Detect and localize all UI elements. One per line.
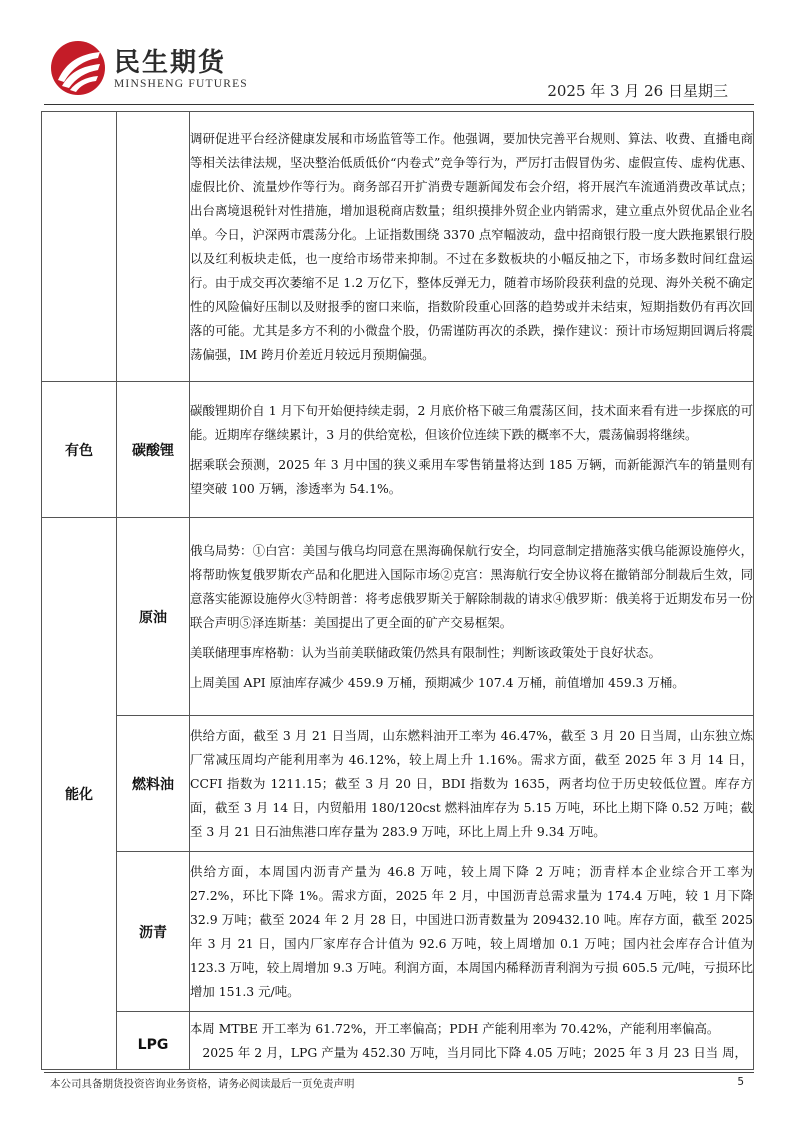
commentary-cell: [190, 518, 754, 716]
commentary-paragraph: 碳酸锂期价自 1 月下旬开始便持续走弱，2 月底价格下破三角震荡区间，技术面来看有进一步探底的可能。近期库存继续累计，3 月的供给宽松，但该价位连续下跌的概率不大，震荡偏弱将继续。: [190, 402, 753, 442]
commentary-cell: [190, 716, 754, 852]
subcategory-cell: 碳酸锂: [117, 382, 190, 518]
commentary-paragraph: 供给方面，截至 3 月 21 日当周，山东燃料油开工率为 46.47%，截至 3 月 20 日当周，山东独立炼厂常减压周均产能利用率为 46.12%，较上周上升 1.16%。需求方面，截至 2025 年 3 月 14 日，CCFI 指数为 1211.15；截至 3 月 20 日，BDI 指数为 1635，两者均位于历史较低位置。库存方面，截至 3 月 14 日，内贸船用 180/120cst 燃料油库存为 5.15 万吨，环比上期下降 0.52 万吨；截至 3 月 21 日石油焦港口库存量为 283.9 万吨，环比上周上升 9.34 万吨。: [190, 727, 753, 839]
minsheng-logo-icon: [50, 40, 106, 96]
table-row: [42, 382, 754, 518]
brand-name-en: MINSHENG FUTURES: [114, 78, 248, 90]
page-number: 5: [737, 1076, 744, 1088]
subcategory-cell: [117, 112, 190, 382]
commentary-paragraph: 据乘联会预测，2025 年 3 月中国的狭义乘用车零售销量将达到 185 万辆，而新能源汽车的销量则有望突破 100 万辆，渗透率为 54.1%。: [190, 456, 753, 496]
table-row: [42, 112, 754, 382]
table-row: [42, 518, 754, 716]
subcategory-cell: 原油: [117, 518, 190, 716]
commodity-table: [41, 111, 754, 1070]
table-row: [42, 1012, 754, 1070]
commentary-paragraph: 调研促进平台经济健康发展和市场监管等工作。他强调，要加快完善平台规则、算法、收费、直播电商等相关法律法规，坚决整治低质低价“内卷式”竞争等行为，严厉打击假冒伪劣、虚假宣传、虚构优惠、虚假比价、流量炒作等行为。商务部召开扩消费专题新闻发布会介绍，将开展汽车流通消费改革试点；出台离境退税针对性措施，增加退税商店数量；组织摸排外贸企业内销需求，建立重点外贸优品企业名单。今日，沪深两市震荡分化。上证指数围绕 3370 点窄幅波动，盘中招商银行股一度大跌拖累银行股以及红利板块走低，也一度给市场带来抑制。不过在多数板块的小幅反抽之下，市场多数时间红盘运行。由于成交再次萎缩不足 1.2 万亿下，整体反弹无力，随着市场阶段获利盘的兑现、海外关税不确定性的风险偏好压制以及财报季的窗口来临，指数阶段重心回落的趋势或并未结束，短期指数仍有再次回落的可能。尤其是多方不利的小微盘个股，仍需谨防再次的杀跌，操作建议：预计市场短期回调后将震荡偏强，IM 跨月价差近月较远月预期偏强。: [190, 130, 753, 362]
category-cell: [42, 112, 117, 382]
commentary-paragraph: 美联储理事库格勒：认为当前美联储政策仍然具有限制性；判断该政策处于良好状态。: [190, 644, 661, 660]
report-date: 2025 年 3 月 26 日星期三: [547, 82, 728, 100]
category-cell: 有色: [42, 382, 117, 518]
commentary-paragraph: 本周 MTBE 开工率为 61.72%，开工率偏高；PDH 产能利用率为 70.42%，产能利用率偏高。: [190, 1020, 720, 1036]
table-row: [42, 716, 754, 852]
commentary-cell: [190, 382, 754, 518]
table-row: [42, 852, 754, 1012]
footer-divider: [44, 1072, 754, 1073]
footer-disclaimer: 本公司具备期货投资咨询业务资格，请务必阅读最后一页免责声明: [50, 1078, 355, 1090]
subcategory-cell: 燃料油: [117, 716, 190, 852]
header-divider: [44, 104, 754, 105]
commentary-paragraph: 俄乌局势：①白宫：美国与俄乌均同意在黑海确保航行安全，均同意制定措施落实俄乌能源设施停火，将帮助恢复俄罗斯农产品和化肥进入国际市场②克宫：黑海航行安全协议将在撤销部分制裁后生效，同意落实能源设施停火③特朗普：将考虑俄罗斯关于解除制裁的请求④俄罗斯：俄美将于近期发布另一份联合声明⑤泽连斯基：美国提出了更全面的矿产交易框架。: [190, 542, 753, 630]
commentary-cell: [190, 852, 754, 1012]
subcategory-cell: 沥青: [117, 852, 190, 1012]
commentary-cell: [190, 1012, 754, 1070]
subcategory-cell: LPG: [117, 1012, 190, 1070]
commentary-paragraph: 供给方面，本周国内沥青产量为 46.8 万吨，较上周下降 2 万吨；沥青样本企业综合开工率为 27.2%，环比下降 1%。需求方面，2025 年 2 月，中国沥青总需求量为 174.4 万吨，较 1 月下降 32.9 万吨；截至 2024 年 2 月 28 日，中国进口沥青数量为 209432.10 吨。库存方面，截至 2025 年 3 月 21 日，国内厂家库存合计值为 92.6 万吨，较上周增加 0.1 万吨；国内社会库存合计值为 123.3 万吨，较上周增加 9.3 万吨。利润方面，本周国内稀释沥青利润为亏损 605.5 元/吨，亏损环比增加 151.3 元/吨。: [190, 863, 753, 999]
category-cell: 能化: [42, 518, 117, 1070]
page-header: [0, 0, 794, 108]
brand-name-cn: 民生期货: [114, 48, 227, 78]
commentary-cell: [190, 112, 754, 382]
commentary-paragraph: 2025 年 2 月，LPG 产量为 452.30 万吨，当月同比下降 4.05 万吨；2025 年 3 月 23 日当 周，: [202, 1044, 747, 1060]
commentary-paragraph: 上周美国 API 原油库存减少 459.9 万桶，预期减少 107.4 万桶，前值增加 459.3 万桶。: [190, 674, 685, 690]
